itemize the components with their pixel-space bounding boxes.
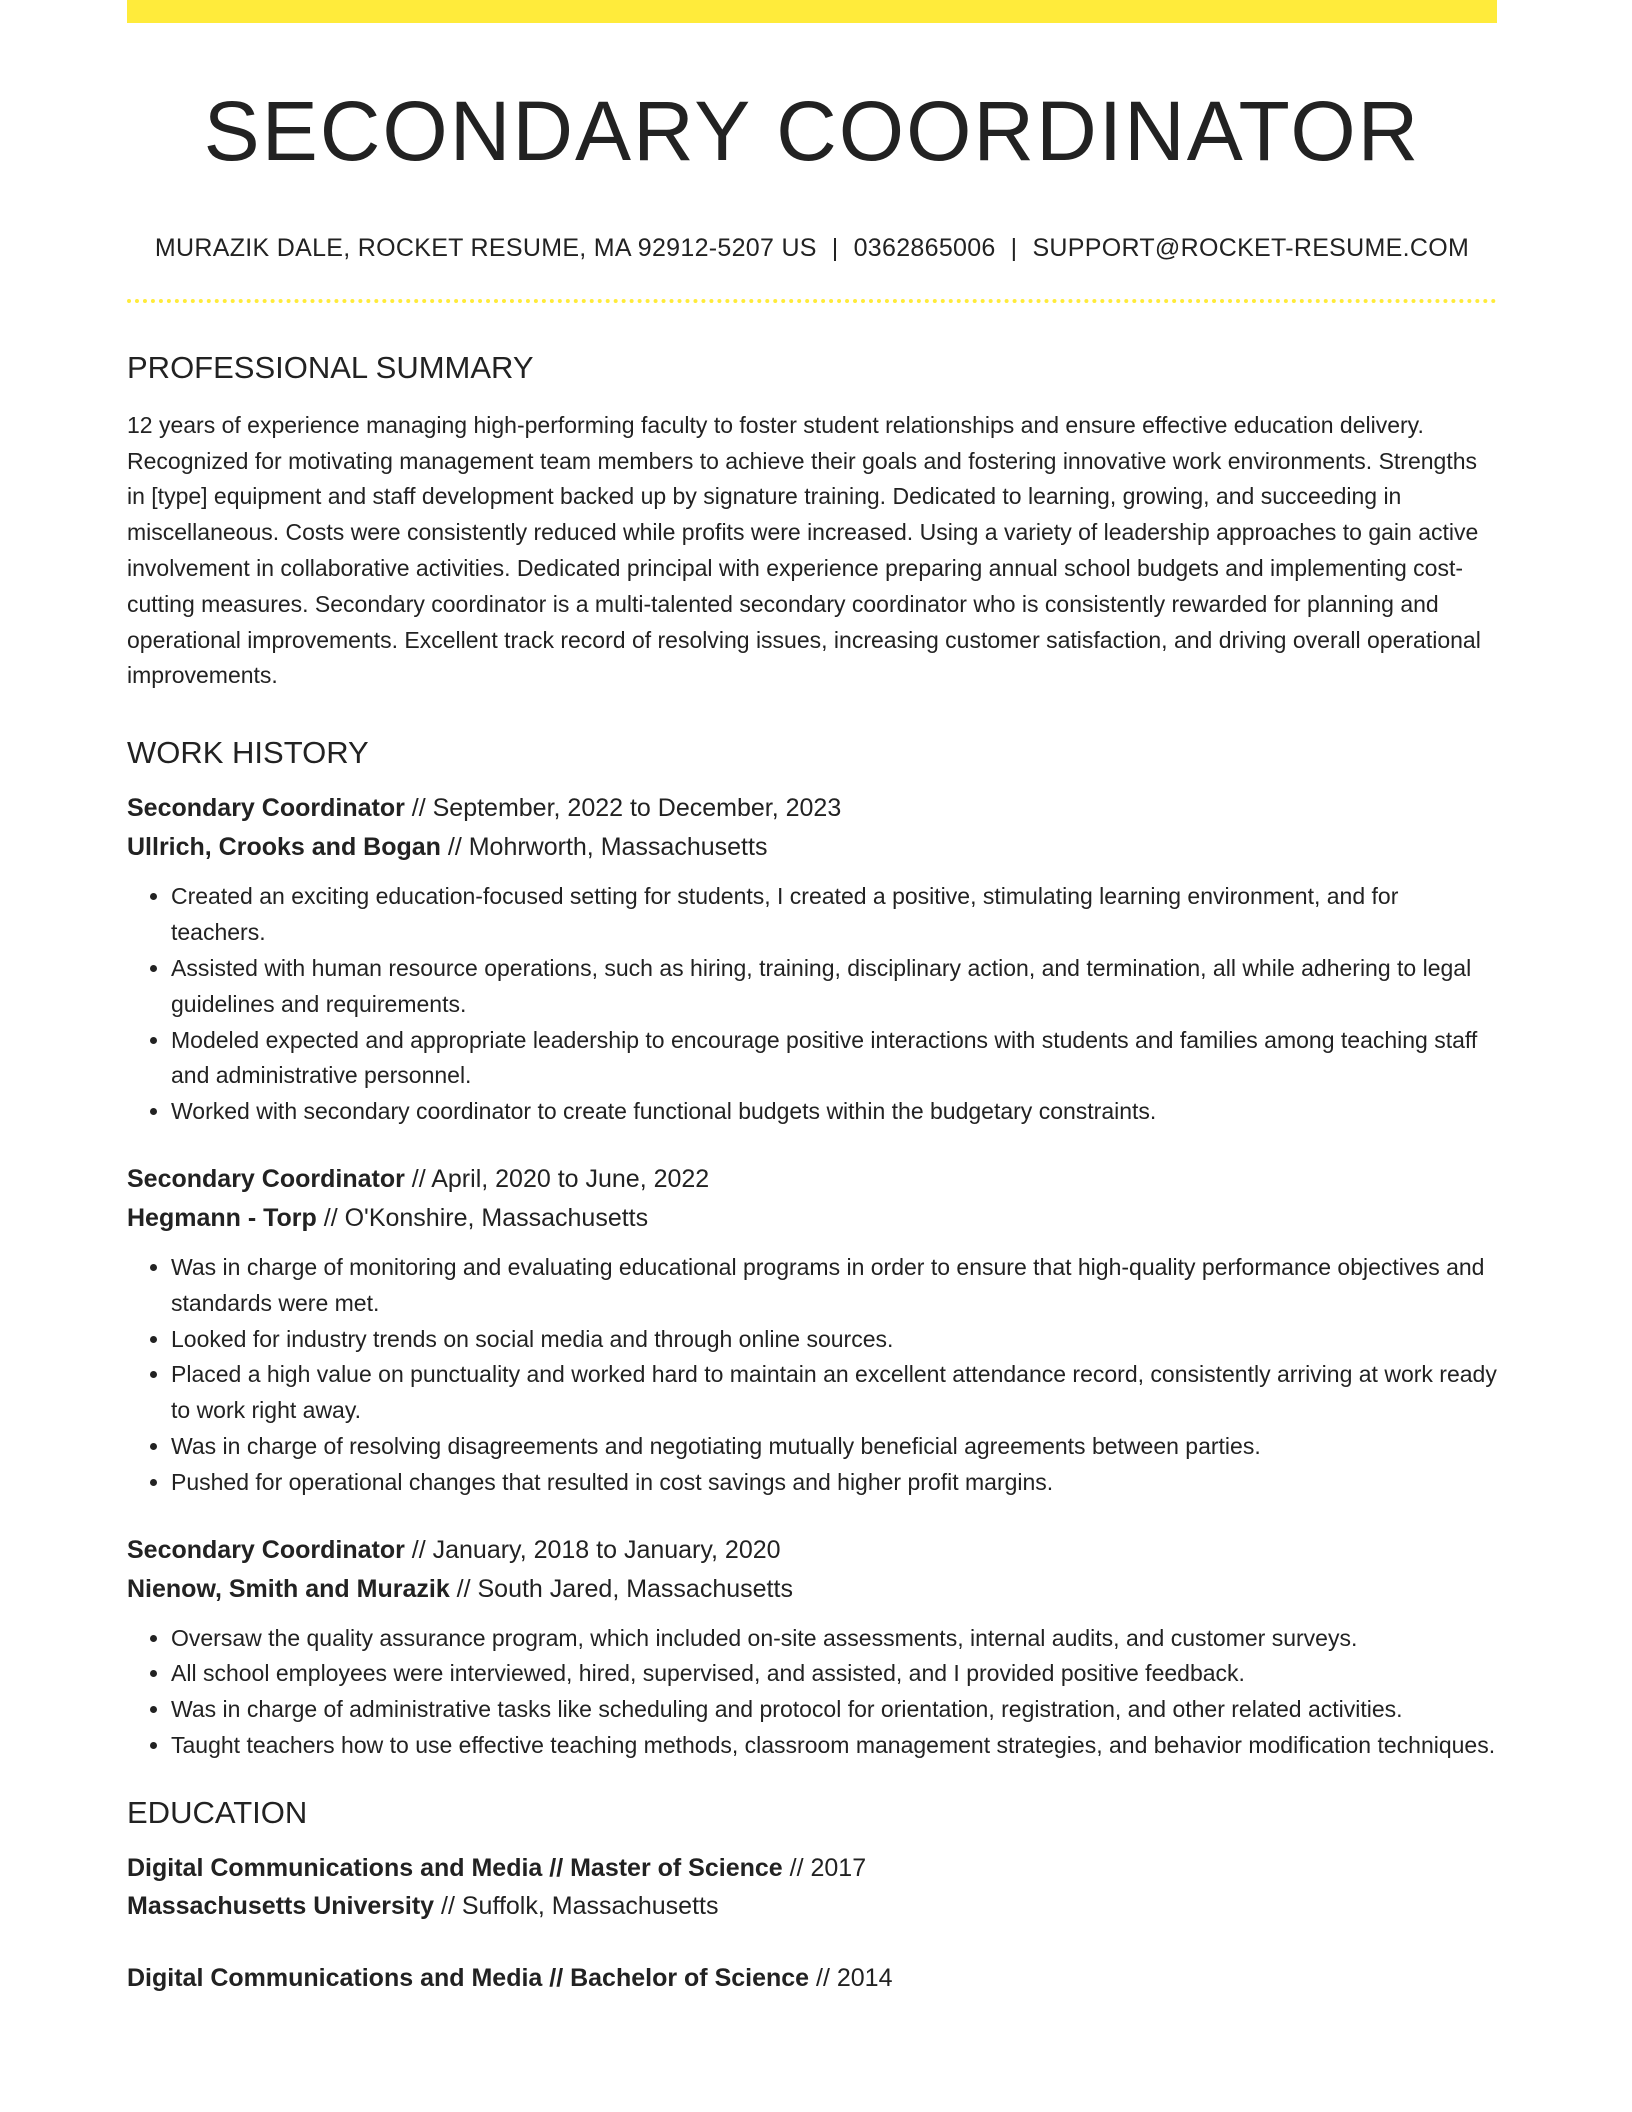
education-location: // Suffolk, Massachusetts (434, 1891, 719, 1920)
job-title-line (127, 1531, 1497, 1570)
job-company: Hegmann - Torp (127, 1203, 317, 1232)
job-company-line (127, 828, 1497, 867)
job-company-line (127, 1570, 1497, 1609)
contact-address: MURAZIK DALE, ROCKET RESUME, MA 92912-5207 US (154, 233, 817, 262)
job-company: Nienow, Smith and Murazik (127, 1574, 450, 1603)
job-title-line (127, 1160, 1497, 1199)
job-location: // O'Konshire, Massachusetts (316, 1203, 649, 1232)
education-school-line (127, 1887, 1497, 1925)
contact-email: SUPPORT@ROCKET-RESUME.COM (1032, 233, 1470, 262)
job-role: Secondary Coordinator (127, 794, 405, 823)
job-bullet: • Was in charge of monitoring and evaluating educational programs in order to ensure that high-quality performance objectives and standards were met. (171, 1250, 1497, 1322)
job-bullet: • Assisted with human resource operations, such as hiring, training, disciplinary action, and termination, all while adhering to legal guidelines and requirements. (171, 951, 1497, 1023)
resume-name: SECONDARY COORDINATOR (203, 84, 1421, 178)
job-company: Ullrich, Crooks and Bogan (127, 833, 441, 862)
job-bullet: • Placed a high value on punctuality and worked hard to maintain an excellent attendance record, consistently arriving at work ready to work right away. (171, 1357, 1497, 1429)
education-school: Massachusetts University (127, 1891, 435, 1920)
education-degree-line (127, 1849, 1497, 1887)
job-bullet: • Modeled expected and appropriate leadership to encourage positive interactions with students and families among teaching staff and administrative personnel. (171, 1023, 1497, 1095)
job-bullet: • Pushed for operational changes that resulted in cost savings and higher profit margins. (171, 1465, 1497, 1501)
dotted-divider (127, 299, 1497, 303)
job-location: // South Jared, Massachusetts (449, 1574, 793, 1603)
work-history-heading: WORK HISTORY (127, 735, 369, 771)
job-bullet: • Was in charge of administrative tasks like scheduling and protocol for orientation, registration, and other related activities. (171, 1692, 1497, 1728)
job-role: Secondary Coordinator (127, 1535, 405, 1564)
job-entry (127, 1160, 1497, 1501)
job-bullet: • Worked with secondary coordinator to create functional budgets within the budgetary constraints. (171, 1094, 1497, 1130)
job-bullet: • Looked for industry trends on social media and through online sources. (171, 1322, 1497, 1358)
job-entry (127, 1531, 1497, 1764)
job-bullet: • Created an exciting education-focused setting for students, I created a positive, stimulating learning environment, and for teachers. (171, 879, 1497, 951)
job-entry (127, 789, 1497, 1130)
job-bullet: • All school employees were interviewed, hired, supervised, and assisted, and I provided positive feedback. (171, 1656, 1497, 1692)
summary-heading: PROFESSIONAL SUMMARY (127, 349, 534, 385)
education-degree: Digital Communications and Media // Master of Science (127, 1853, 783, 1882)
education-degree-line (127, 1959, 1497, 1997)
job-bullets (127, 1621, 1497, 1764)
job-dates: // September, 2022 to December, 2023 (404, 794, 842, 823)
job-company-line (127, 1199, 1497, 1238)
job-bullet: • Oversaw the quality assurance program, which included on-site assessments, internal audits, and customer surveys. (171, 1621, 1497, 1657)
job-bullets (127, 879, 1497, 1130)
job-dates: // January, 2018 to January, 2020 (404, 1535, 781, 1564)
job-role: Secondary Coordinator (127, 1164, 405, 1193)
job-dates: // April, 2020 to June, 2022 (404, 1164, 710, 1193)
job-title-line (127, 789, 1497, 828)
job-bullet: • Was in charge of resolving disagreements and negotiating mutually beneficial agreements between parties. (171, 1429, 1497, 1465)
education-degree: Digital Communications and Media // Bachelor of Science (127, 1963, 810, 1992)
summary-text: 12 years of experience managing high-performing faculty to foster student relationships and ensure effective education delivery. Recognized for motivating management team members to achieve their goals and fostering innovative work environments. Strengths in [type] equipment and staff development backed up by signature training. Dedicated to learning, growing, and succeeding in miscellaneous. Costs were consistently reduced while profits were increased. Using a variety of leadership approaches to gain active involvement in collaborative activities. Dedicated principal with experience preparing annual school budgets and implementing cost-cutting measures. Secondary coordinator is a multi-talented secondary coordinator who is consistently rewarded for planning and operational improvements. Excellent track record of resolving issues, increasing customer satisfaction, and driving overall operational improvements. (127, 411, 1481, 689)
contact-separator: | (1010, 233, 1018, 262)
contact-phone: 0362865006 (853, 233, 996, 262)
contact-line (127, 234, 1497, 263)
job-bullet: • Taught teachers how to use effective teaching methods, classroom management strategies, and behavior modification techniques. (171, 1728, 1497, 1764)
accent-bar (127, 0, 1497, 23)
education-heading: EDUCATION (127, 1794, 308, 1830)
job-location: // Mohrworth, Massachusetts (440, 833, 768, 862)
resume-page (127, 0, 1497, 1997)
contact-separator: | (831, 233, 839, 262)
job-bullets (127, 1250, 1497, 1501)
education-year: // 2017 (782, 1853, 867, 1882)
education-year: // 2014 (809, 1963, 893, 1992)
